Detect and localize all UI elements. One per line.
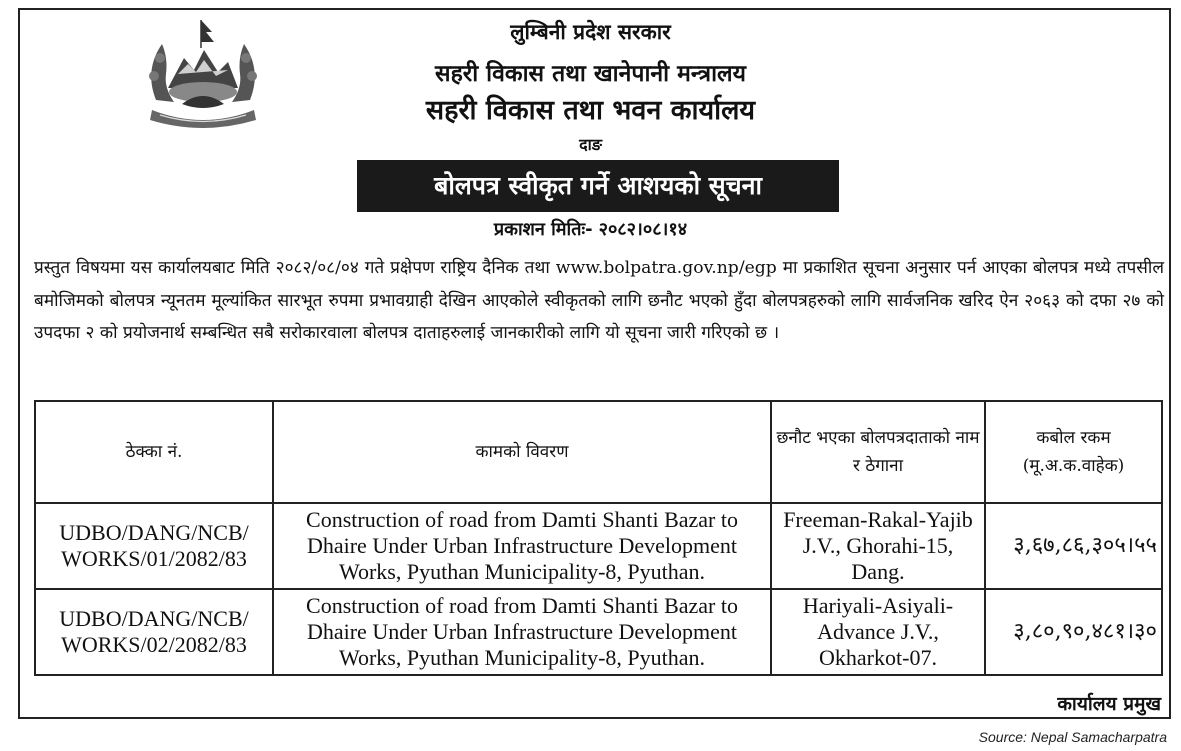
header-contract-no: ठेक्का नं. (35, 401, 273, 503)
header-province: लुम्बिनी प्रदेश सरकार (510, 20, 671, 44)
header-ministry: सहरी विकास तथा खानेपानी मन्त्रालय (435, 61, 746, 87)
source-credit: Source: Nepal Samacharpatra (978, 729, 1167, 745)
table-row (35, 589, 1162, 675)
header-description: कामको विवरण (273, 401, 771, 503)
header-office: सहरी विकास तथा भवन कार्यालय (425, 95, 756, 126)
award-table (34, 400, 1163, 676)
header-district: दाङ (579, 135, 602, 154)
row-bidder: Freeman-Rakal-Yajib J.V., Ghorahi-15, Dang. (771, 503, 985, 589)
row-amount: ३,८०,९०,४८१।३० (985, 589, 1162, 675)
header-amount: कबोल रकम (मू.अ.क.वाहेक) (985, 401, 1162, 503)
table-row (35, 503, 1162, 589)
publication-date (0, 217, 1181, 241)
header-bidder: छनौट भएका बोलपत्रदाताको नाम र ठेगाना (771, 401, 985, 503)
notice-body: प्रस्तुत विषयमा यस कार्यालयबाट मिति २०८२/०८/०४ गते प्रक्षेपण राष्ट्रिय दैनिक तथा www.bolpatra.gov.np/egp मा प्रकाशित सूचना अनुसार पर्न आएका बोलपत्र मध्ये तपसील बमोजिमको बोलपत्र न्यूनतम मूल्यांकित सारभूत रुपमा प्रभावग्राही देखिन आएकोले स्वीकृतको लागि छनौट भएको हुँदा बोलपत्रहरुको लागि सार्वजनिक खरिद ऐन २०६३ को दफा २७ को उपदफा २ को प्रयोजनार्थ सम्बन्धित सबै सरोकारवाला बोलपत्र दाताहरुलाई जानकारीको लागि यो सूचना जारी गरिएको छ । (34, 258, 1164, 343)
publication-date-value: २०८२।०८।१४ (598, 219, 688, 240)
row-amount: ३,६७,८६,३०५।५५ (985, 503, 1162, 589)
table-header-row (35, 401, 1162, 503)
signature: कार्यालय प्रमुख (1057, 693, 1161, 715)
notice-title: बोलपत्र स्वीकृत गर्ने आशयको सूचना (357, 160, 839, 212)
row-contract-no: UDBO/DANG/NCB/ WORKS/02/2082/83 (35, 589, 273, 675)
publication-date-label: प्रकाशन मितिः- (493, 219, 593, 240)
row-bidder: Hariyali-Asiyali-Advance J.V., Okharkot-07. (771, 589, 985, 675)
row-contract-no: UDBO/DANG/NCB/ WORKS/01/2082/83 (35, 503, 273, 589)
row-description: Construction of road from Damti Shanti Bazar to Dhaire Under Urban Infrastructure Development Works, Pyuthan Municipality-8, Pyuthan. (273, 589, 771, 675)
row-description: Construction of road from Damti Shanti Bazar to Dhaire Under Urban Infrastructure Development Works, Pyuthan Municipality-8, Pyuthan. (273, 503, 771, 589)
